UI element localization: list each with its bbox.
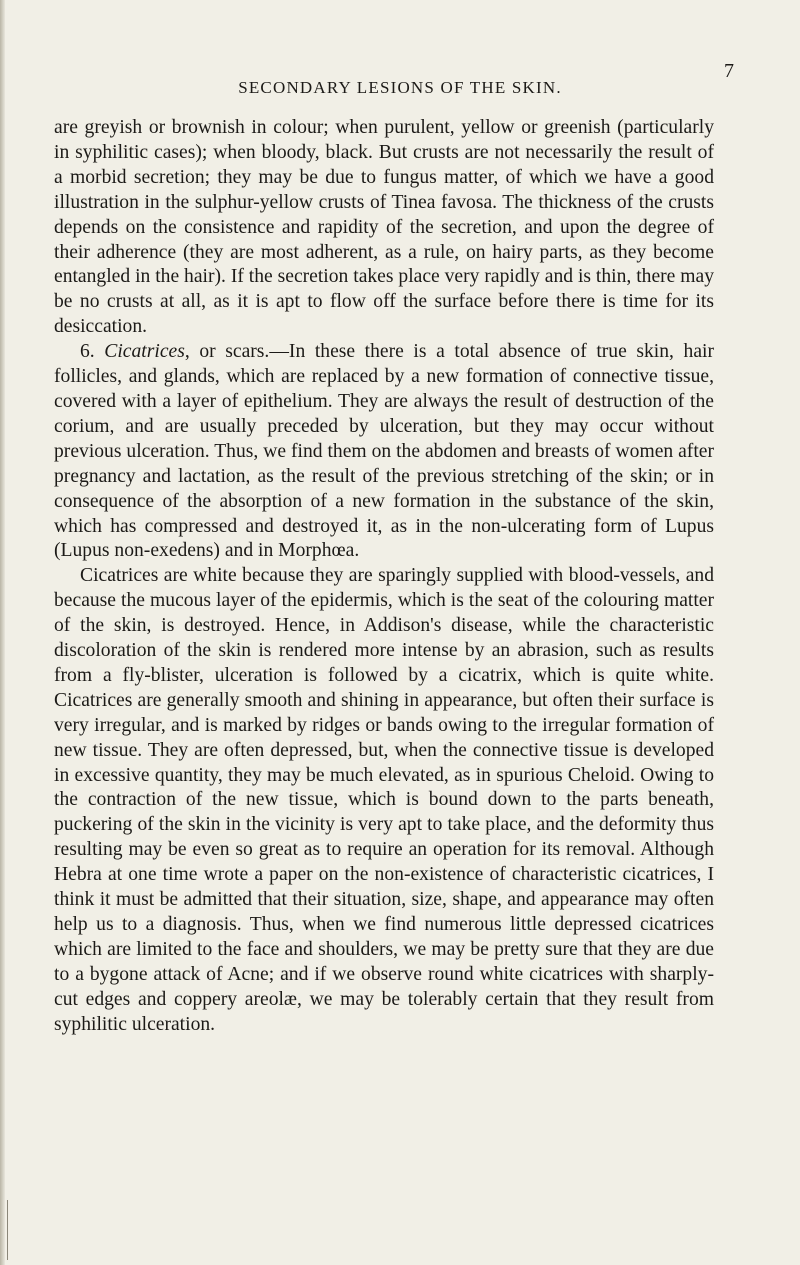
section-heading: Cicatrices bbox=[104, 341, 185, 363]
running-title: SECONDARY LESIONS OF THE SKIN. bbox=[238, 78, 562, 97]
paragraph-text: Cicatrices are white because they are sparingly supplied with blood-vessels, and because the mucous layer of the epidermis, which is the seat of the colouring matter of the skin, is destroyed. Hence, in Addison's disease, while the characteristic discoloration of the skin is rendered more intense by an abrasion, such as results from a fly-blister, ulceration is followed by a cicatrix, which is quite white. Cicatrices are generally smooth and shining in appearance, but often their surface is very irregular, and is marked by ridges or bands owing to the irregular formation of new tissue. They are often depressed, but, when the connective tissue is developed in excessive quantity, they may be much elevated, as in spurious Cheloid. Owing to the contraction of the new tissue, which is bound down to the parts beneath, puckering of the skin in the vicinity is very apt to take place, and the deformity thus resulting may be even so great as to require an operation for its removal. Although Hebra at one time wrote a paper on the non-existence of characteristic cicatrices, I think it must be admitted that their situation, size, shape, and appearance may often help us to a diagnosis. Thus, when we find numerous little depressed cicatrices which are limited to the face and shoulders, we may be pretty sure that they are due to a bygone attack of Acne; and if we observe round white cicatrices with sharply-cut edges and coppery areolæ, we may be tolerably certain that they result from syphilitic ulceration. bbox=[54, 565, 714, 1035]
gutter-mark bbox=[7, 1200, 8, 1260]
paragraph-crusts-continued bbox=[54, 116, 714, 340]
section-number: 6. bbox=[80, 341, 105, 363]
paragraph-text: , or scars.—In these there is a total absence of true skin, hair follicles, and glands, which are replaced by a new formation of connective tissue, covered with a layer of epithelium. They are always the result of destruction of the corium, and are usually preceded by ulceration, but they may occur without previous ulceration. Thus, we find them on the abdomen and breasts of women after pregnancy and lactation, as the result of the previous stretching of the skin; or in consequence of the absorption of a new formation in the substance of the skin, which has compressed and destroyed it, as in the non-ulcerating form of Lupus (Lupus non-exedens) and in Morphœa. bbox=[54, 341, 714, 562]
paragraph-text: are greyish or brownish in colour; when purulent, yellow or greenish (particularly in syphilitic cases); when bloody, black. But crusts are not necessarily the result of a morbid secretion; they may be due to fungus matter, of which we have a good illustration in the sulphur-yellow crusts of Tinea favosa. The thickness of the crusts depends on the consistence and rapidity of the secretion, and upon the degree of their adherence (they are most adherent, as a rule, on hairy parts, as they become entangled in the hair). If the secretion takes place very rapidly and is thin, there may be no crusts at all, as it is apt to flow off the surface before there is time for its desiccation. bbox=[54, 117, 714, 338]
paragraph-cicatrices bbox=[54, 340, 714, 564]
body-text bbox=[54, 116, 714, 1038]
page-number: 7 bbox=[724, 60, 734, 82]
running-header bbox=[0, 78, 800, 98]
paragraph-cicatrices-appearance bbox=[54, 564, 714, 1037]
page-edge-shadow bbox=[0, 0, 5, 1265]
